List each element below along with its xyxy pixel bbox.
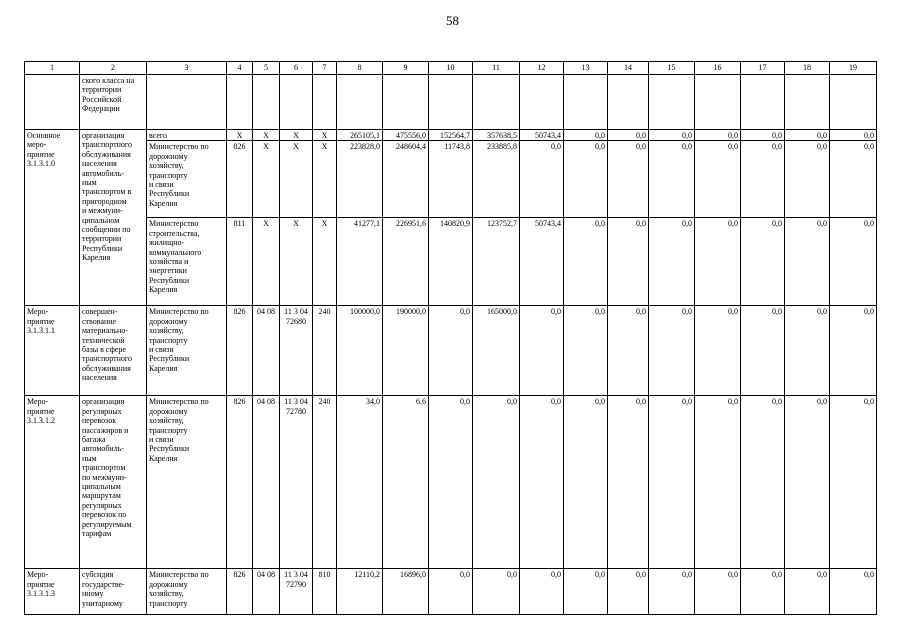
- amount-cell: 0,0: [741, 218, 785, 306]
- amount-cell: 0,0: [695, 306, 741, 396]
- executor-cell: Министерство по дорожному хозяйству, транспорту: [147, 569, 227, 615]
- code-cell: 826: [227, 141, 253, 218]
- column-number-row: [25, 62, 877, 75]
- amount-cell: 357638,5: [473, 130, 520, 141]
- amount-cell: 0,0: [649, 130, 695, 141]
- program-code-cell: Меро- приятие 3.1.3.1.3: [25, 569, 80, 615]
- program-code-cell: Меро- приятие 3.1.3.1.2: [25, 396, 80, 569]
- amount-cell: 0,0: [649, 218, 695, 306]
- column-number-cell: 2: [80, 62, 147, 75]
- amount-cell: 0,0: [608, 569, 649, 615]
- program-code-cell: Меро- приятие 3.1.3.1.1: [25, 306, 80, 396]
- column-number-cell: 8: [337, 62, 383, 75]
- empty-cell: [564, 75, 608, 130]
- empty-cell: [520, 75, 564, 130]
- column-number-cell: 3: [147, 62, 227, 75]
- column-number-cell: 18: [785, 62, 830, 75]
- amount-cell: 6,6: [383, 396, 429, 569]
- column-number-cell: 4: [227, 62, 253, 75]
- amount-cell: 0,0: [520, 396, 564, 569]
- amount-cell: 223828,0: [337, 141, 383, 218]
- empty-cell: [25, 75, 80, 130]
- empty-cell: [429, 75, 473, 130]
- amount-cell: 265105,1: [337, 130, 383, 141]
- code-cell: X: [280, 130, 313, 141]
- amount-cell: 233885,8: [473, 141, 520, 218]
- amount-cell: 0,0: [695, 218, 741, 306]
- amount-cell: 0,0: [695, 141, 741, 218]
- amount-cell: 0,0: [785, 306, 830, 396]
- code-cell: X: [313, 130, 337, 141]
- amount-cell: 0,0: [608, 306, 649, 396]
- amount-cell: 0,0: [649, 141, 695, 218]
- activity-name-cell: совершен- ствование материально- технической базы в сфере транспортного обслуживания населения: [80, 306, 147, 396]
- column-number-cell: 16: [695, 62, 741, 75]
- amount-cell: 0,0: [429, 396, 473, 569]
- code-cell: X: [280, 141, 313, 218]
- amount-cell: 0,0: [520, 141, 564, 218]
- amount-cell: 0,0: [830, 306, 877, 396]
- code-cell: X: [227, 130, 253, 141]
- amount-cell: 0,0: [520, 306, 564, 396]
- code-cell: X: [280, 218, 313, 306]
- empty-cell: [830, 75, 877, 130]
- empty-cell: [649, 75, 695, 130]
- amount-cell: 0,0: [695, 569, 741, 615]
- amount-cell: 0,0: [564, 130, 608, 141]
- amount-cell: 0,0: [608, 218, 649, 306]
- amount-cell: 0,0: [564, 218, 608, 306]
- amount-cell: 0,0: [830, 569, 877, 615]
- code-cell: X: [253, 218, 280, 306]
- empty-cell: [280, 75, 313, 130]
- amount-cell: 0,0: [785, 396, 830, 569]
- code-cell: X: [313, 141, 337, 218]
- amount-cell: 0,0: [741, 396, 785, 569]
- amount-cell: 41277,1: [337, 218, 383, 306]
- amount-cell: 140820,9: [429, 218, 473, 306]
- amount-cell: 248604,4: [383, 141, 429, 218]
- table-row: [25, 218, 877, 306]
- amount-cell: 0,0: [741, 130, 785, 141]
- amount-cell: 0,0: [473, 569, 520, 615]
- table-row: [25, 306, 877, 396]
- amount-cell: 123752,7: [473, 218, 520, 306]
- amount-cell: 0,0: [695, 396, 741, 569]
- budget-table: [24, 61, 877, 615]
- empty-cell: [253, 75, 280, 130]
- amount-cell: 34,0: [337, 396, 383, 569]
- column-number-cell: 17: [741, 62, 785, 75]
- column-number-cell: 15: [649, 62, 695, 75]
- amount-cell: 0,0: [785, 218, 830, 306]
- amount-cell: 0,0: [564, 569, 608, 615]
- empty-cell: [695, 75, 741, 130]
- executor-cell: Министерство по дорожному хозяйству, транспорту и связи Республики Карелия: [147, 141, 227, 218]
- executor-cell: Министерство по дорожному хозяйству, транспорту и связи Республики Карелия: [147, 306, 227, 396]
- empty-cell: [608, 75, 649, 130]
- empty-cell: [337, 75, 383, 130]
- code-cell: 240: [313, 396, 337, 569]
- amount-cell: 0,0: [830, 396, 877, 569]
- empty-cell: [383, 75, 429, 130]
- code-cell: X: [313, 218, 337, 306]
- amount-cell: 226951,6: [383, 218, 429, 306]
- column-number-cell: 6: [280, 62, 313, 75]
- empty-cell: [741, 75, 785, 130]
- amount-cell: 0,0: [741, 141, 785, 218]
- amount-cell: 190000,0: [383, 306, 429, 396]
- amount-cell: 0,0: [649, 396, 695, 569]
- empty-cell: [313, 75, 337, 130]
- column-number-cell: 7: [313, 62, 337, 75]
- column-number-cell: 11: [473, 62, 520, 75]
- executor-cell: Министерство по дорожному хозяйству, транспорту и связи Республики Карелия: [147, 396, 227, 569]
- amount-cell: 0,0: [830, 130, 877, 141]
- column-number-cell: 13: [564, 62, 608, 75]
- amount-cell: 475556,0: [383, 130, 429, 141]
- empty-cell: [227, 75, 253, 130]
- amount-cell: 0,0: [649, 569, 695, 615]
- column-number-cell: 1: [25, 62, 80, 75]
- table-body: [25, 62, 877, 615]
- column-number-cell: 19: [830, 62, 877, 75]
- continued-row: [25, 75, 877, 130]
- amount-cell: 0,0: [608, 141, 649, 218]
- amount-cell: 0,0: [785, 130, 830, 141]
- amount-cell: 0,0: [830, 141, 877, 218]
- code-cell: 11 3 04 72680: [280, 306, 313, 396]
- amount-cell: 0,0: [564, 141, 608, 218]
- table-row: [25, 569, 877, 615]
- table-row: [25, 141, 877, 218]
- code-cell: 04 08: [253, 396, 280, 569]
- amount-cell: 16896,0: [383, 569, 429, 615]
- code-cell: 811: [227, 218, 253, 306]
- amount-cell: 0,0: [473, 396, 520, 569]
- amount-cell: 0,0: [785, 141, 830, 218]
- amount-cell: 50743,4: [520, 218, 564, 306]
- amount-cell: 152564,7: [429, 130, 473, 141]
- amount-cell: 0,0: [608, 396, 649, 569]
- code-cell: X: [253, 141, 280, 218]
- column-number-cell: 9: [383, 62, 429, 75]
- amount-cell: 0,0: [429, 306, 473, 396]
- amount-cell: 0,0: [785, 569, 830, 615]
- amount-cell: 0,0: [695, 130, 741, 141]
- table-row: [25, 130, 877, 141]
- program-code-cell: Основное меро- приятие 3.1.3.1.0: [25, 130, 80, 306]
- empty-cell: [147, 75, 227, 130]
- amount-cell: 12110,2: [337, 569, 383, 615]
- table-row: [25, 396, 877, 569]
- code-cell: 240: [313, 306, 337, 396]
- column-number-cell: 10: [429, 62, 473, 75]
- empty-cell: [785, 75, 830, 130]
- amount-cell: 100000,0: [337, 306, 383, 396]
- column-number-cell: 14: [608, 62, 649, 75]
- page-number: 58: [446, 13, 459, 28]
- code-cell: 11 3 04 72780: [280, 396, 313, 569]
- code-cell: 826: [227, 306, 253, 396]
- code-cell: 04 08: [253, 569, 280, 615]
- activity-name-cell: субсидия государстве- нному унитарному: [80, 569, 147, 615]
- column-number-cell: 5: [253, 62, 280, 75]
- activity-name-cell: организация транспортного обслуживания населения автомобиль- ным транспортом в пригородном и межмуни- ципальном сообщении по территории Республики Карелия: [80, 130, 147, 306]
- amount-cell: 0,0: [830, 218, 877, 306]
- code-cell: 826: [227, 396, 253, 569]
- executor-cell: Министерство строительства, жилищно- коммунального хозяйства и энергетики Республики Карелия: [147, 218, 227, 306]
- amount-cell: 0,0: [429, 569, 473, 615]
- amount-cell: 50743,4: [520, 130, 564, 141]
- amount-cell: 0,0: [741, 306, 785, 396]
- amount-cell: 0,0: [741, 569, 785, 615]
- amount-cell: 0,0: [608, 130, 649, 141]
- amount-cell: 0,0: [520, 569, 564, 615]
- amount-cell: 0,0: [649, 306, 695, 396]
- activity-name-cell: организация регулярных перевозок пассажиров и багажа автомобиль- ным транспортом по межмуни- ципальным маршрутам регулярных перевозок по регулируемым тарифам: [80, 396, 147, 569]
- code-cell: X: [253, 130, 280, 141]
- amount-cell: 0,0: [564, 306, 608, 396]
- amount-cell: 165000,0: [473, 306, 520, 396]
- column-number-cell: 12: [520, 62, 564, 75]
- code-cell: 826: [227, 569, 253, 615]
- empty-cell: [473, 75, 520, 130]
- amount-cell: 0,0: [564, 396, 608, 569]
- code-cell: 04 08: [253, 306, 280, 396]
- executor-cell: всего: [147, 130, 227, 141]
- code-cell: 11 3 04 72790: [280, 569, 313, 615]
- amount-cell: 11743,8: [429, 141, 473, 218]
- code-cell: 810: [313, 569, 337, 615]
- activity-name-cell: ского класса на территории Российской Федерации: [80, 75, 147, 130]
